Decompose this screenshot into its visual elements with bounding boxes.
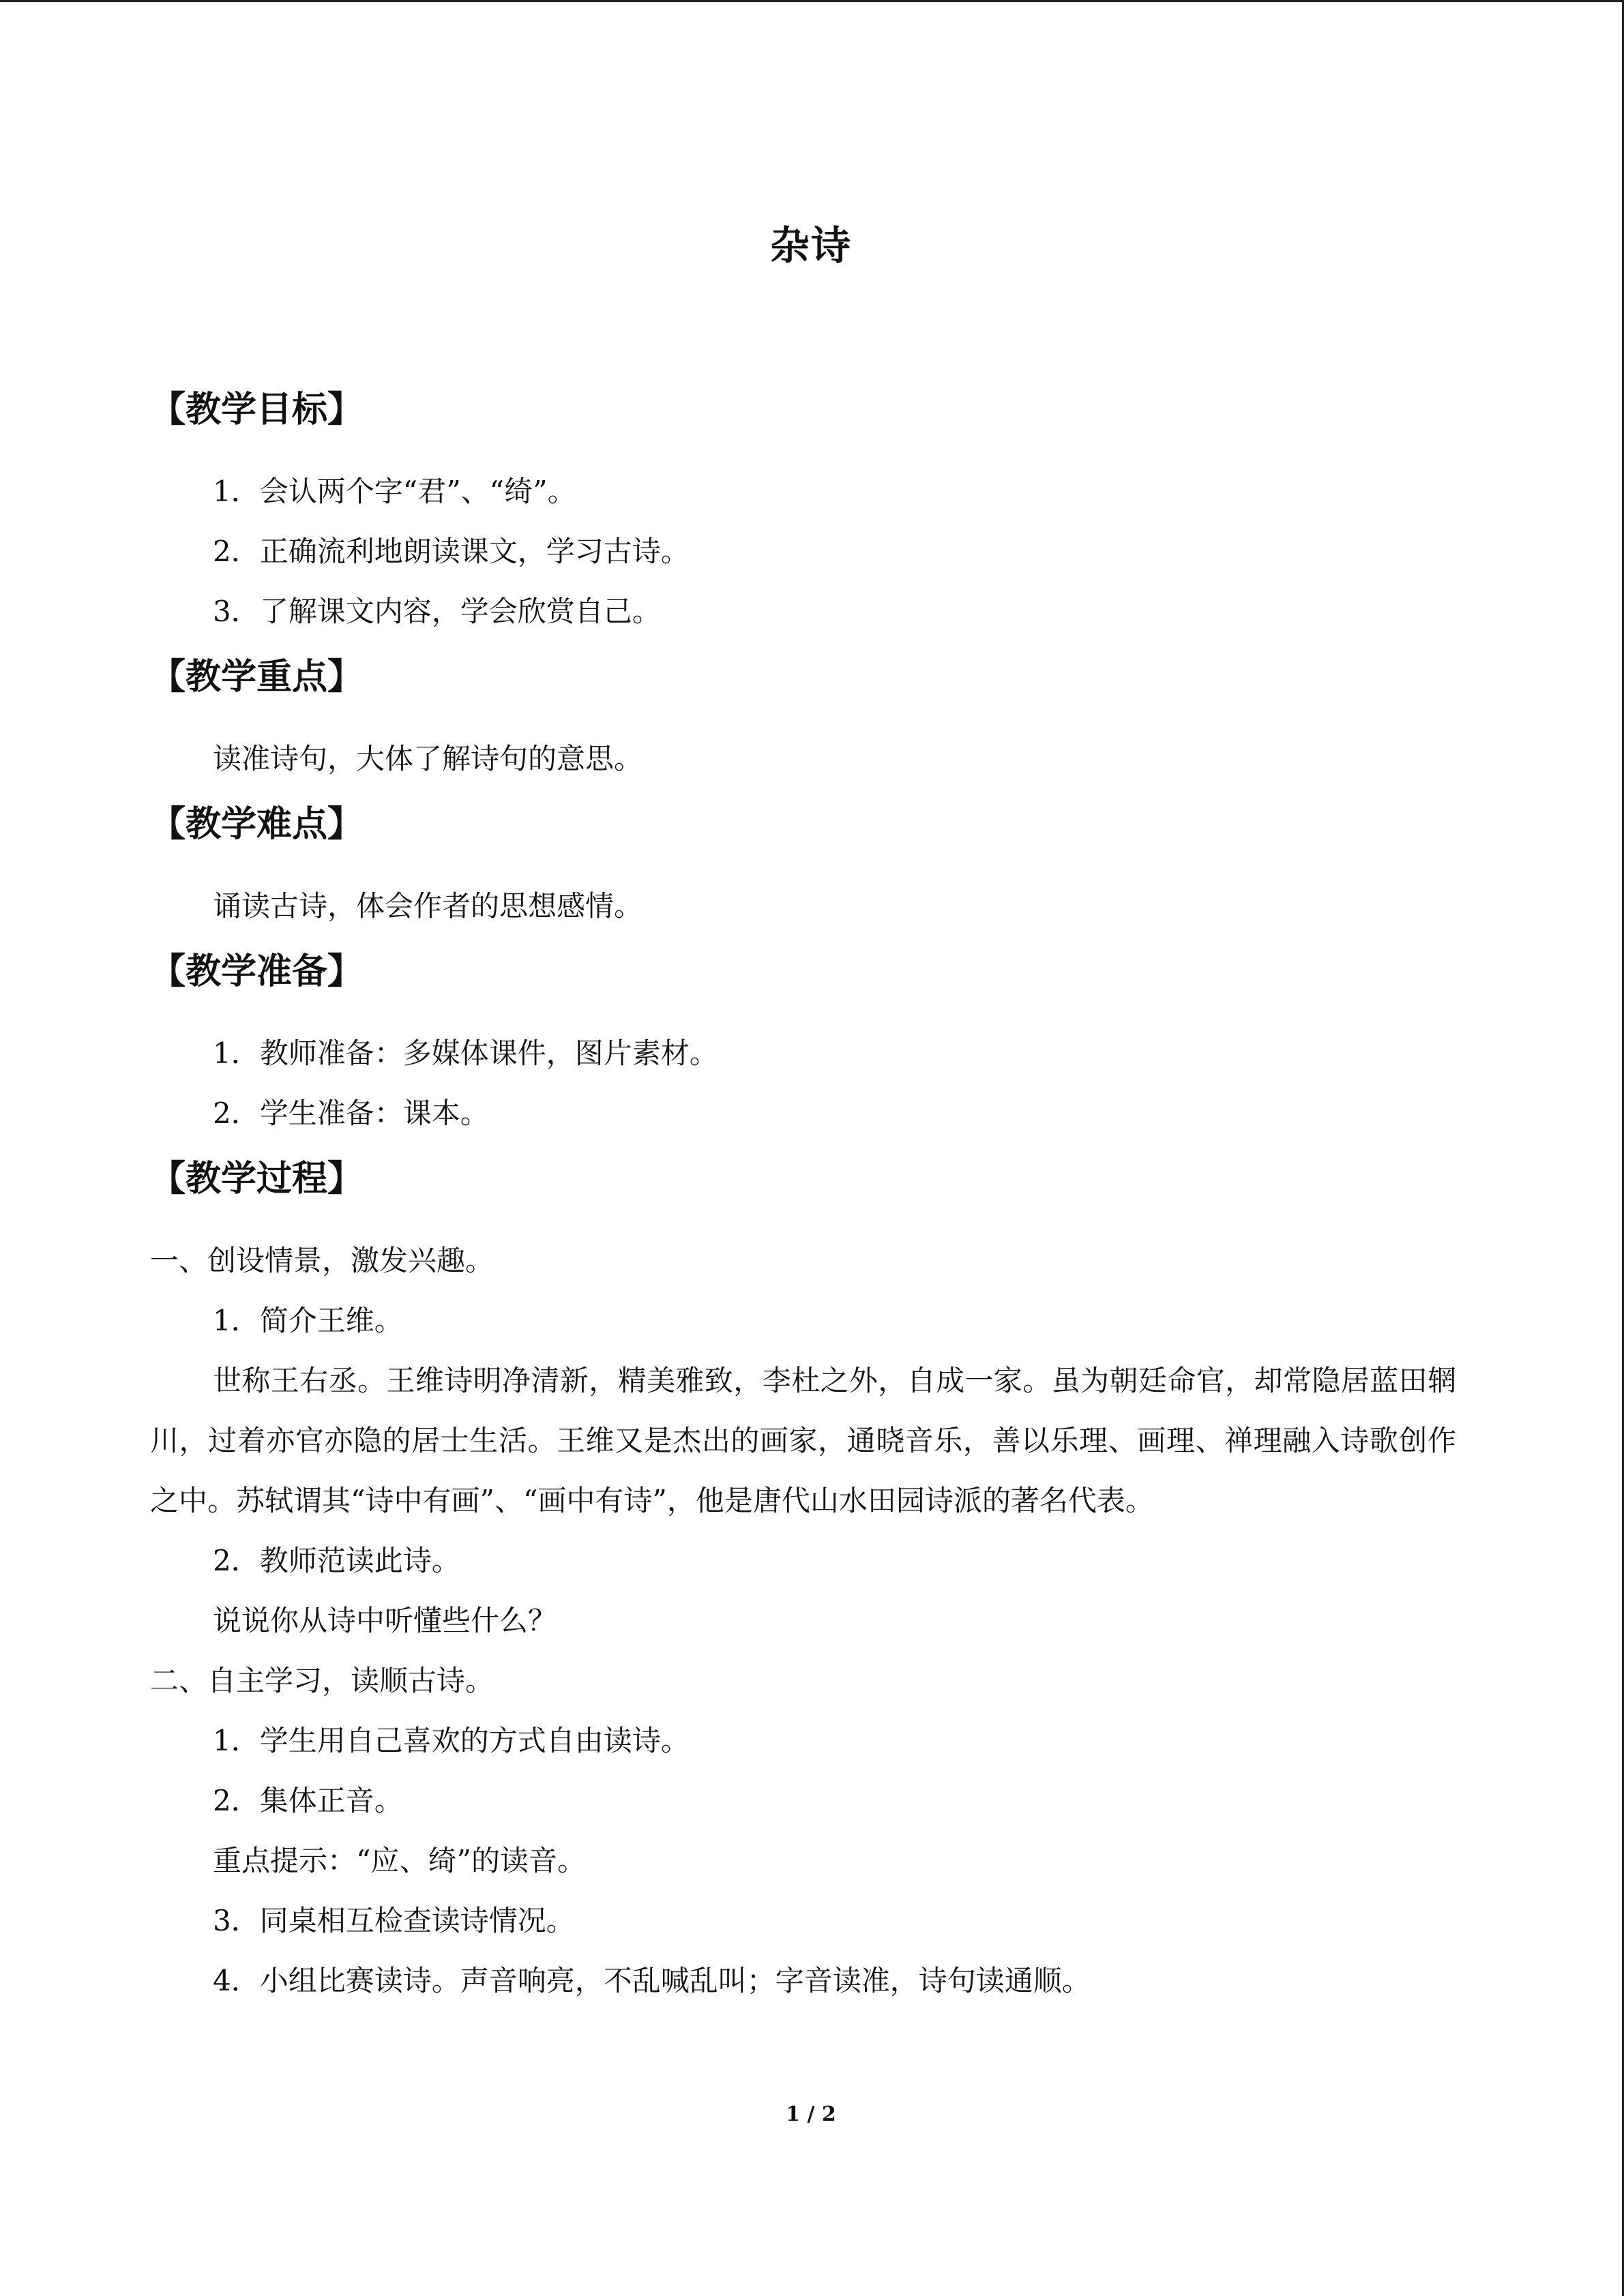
process-part2-title: 二、自主学习，读顺古诗。: [150, 1664, 494, 1697]
process-part2-tip: 重点提示：“应、绮”的读音。: [213, 1844, 586, 1877]
key-text: 读准诗句，大体了解诗句的意思。: [213, 742, 643, 775]
process-part2-item: 2．集体正音。: [213, 1784, 403, 1817]
heading-teaching-goals: 【教学目标】: [150, 389, 364, 430]
difficulty-text: 诵读古诗，体会作者的思想感情。: [213, 889, 643, 923]
document-body: [150, 384, 1456, 2011]
goal-item: 1．会认两个字“君”、“绮”。: [213, 475, 576, 508]
heading-teaching-difficulty: 【教学难点】: [150, 804, 364, 845]
process-part1-item: 2．教师范读此诗。: [213, 1544, 460, 1577]
prep-item: 2．学生准备：课本。: [213, 1097, 489, 1130]
wang-wei-bio: 世称王右丞。王维诗明净清新，精美雅致，李杜之外，自成一家。虽为朝廷命官，却常隐居蓝田辋川，过着亦官亦隐的居士生活。王维又是杰出的画家，通晓音乐，善以乐理、画理、禅理融入诗歌创作之中。苏轼谓其“诗中有画”、“画中有诗”，他是唐代山水田园诗派的著名代表。: [150, 1364, 1456, 1517]
heading-teaching-process: 【教学过程】: [150, 1159, 364, 1199]
heading-teaching-key: 【教学重点】: [150, 657, 364, 698]
page-title: 杂诗: [769, 222, 852, 269]
goal-item: 2．正确流利地朗读课文，学习古诗。: [213, 535, 690, 568]
heading-teaching-prep: 【教学准备】: [150, 951, 364, 992]
process-part1-item: 1．简介王维。: [213, 1304, 403, 1337]
process-part1-question: 说说你从诗中听懂些什么？: [213, 1604, 557, 1637]
goal-item: 3．了解课文内容，学会欣赏自己。: [213, 595, 661, 628]
process-part2-item: 1．学生用自己喜欢的方式自由读诗。: [213, 1724, 690, 1757]
process-part1-title: 一、创设情景，激发兴趣。: [150, 1244, 494, 1277]
process-part2-item: 3．同桌相互检查读诗情况。: [213, 1904, 575, 1937]
page-number: 1 / 2: [786, 2102, 836, 2126]
prep-item: 1．教师准备：多媒体课件，图片素材。: [213, 1037, 718, 1070]
process-part2-item: 4．小组比赛读诗。声音响亮，不乱喊乱叫；字音读准，诗句读通顺。: [213, 1964, 1091, 1997]
